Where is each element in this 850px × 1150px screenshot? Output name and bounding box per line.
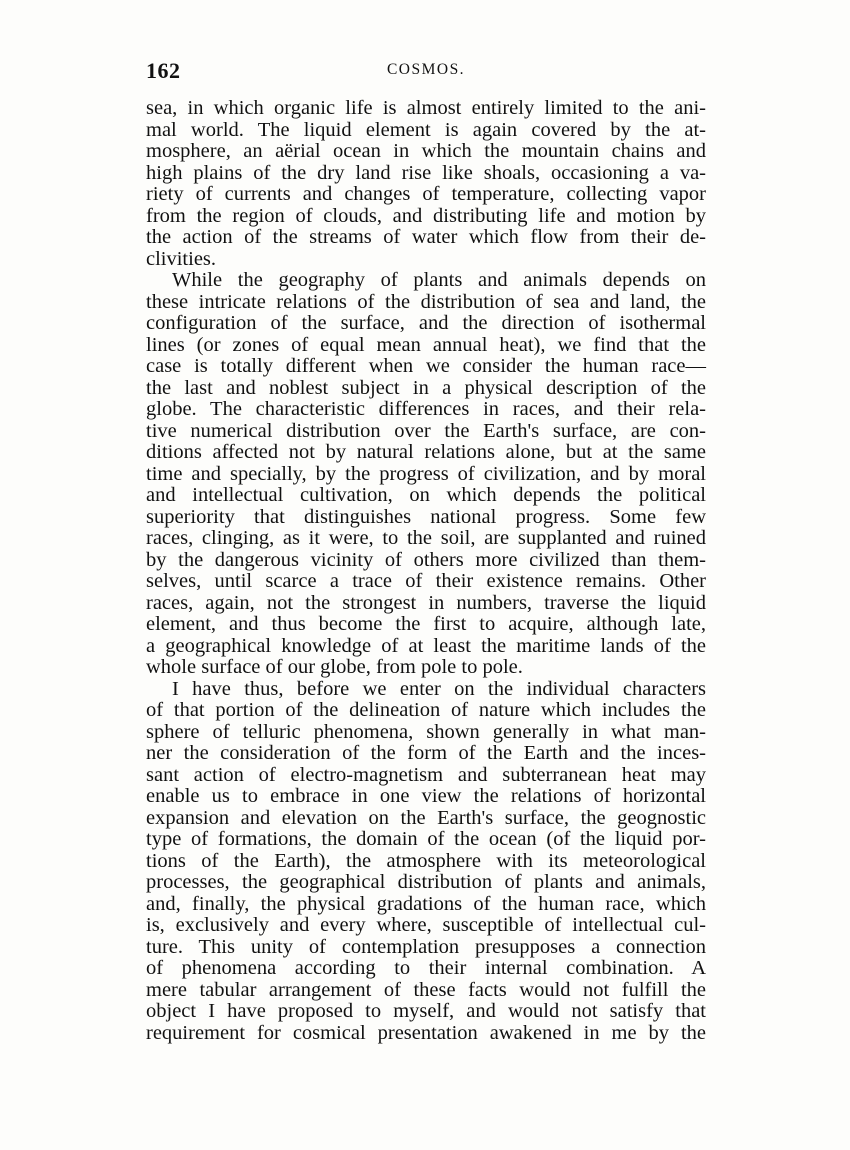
text-line: by the dangerous vicinity of others more civilized than them- xyxy=(146,548,706,571)
text-line: a geographical knowledge of at least the maritime lands of the xyxy=(146,634,706,657)
text-line: I have thus, before we enter on the individual characters xyxy=(172,677,706,700)
text-line: requirement for cosmical presentation awakened in me by the xyxy=(146,1021,706,1044)
text-line: of phenomena according to their internal combination. A xyxy=(146,957,706,979)
text-line: superiority that distinguishes national progress. Some few xyxy=(146,505,706,528)
text-line: element, and thus become the first to acquire, although late, xyxy=(146,613,706,635)
text-line: time and specially, by the progress of civilization, and by moral xyxy=(146,462,706,485)
text-line: case is totally different when we consider the human race— xyxy=(146,355,706,377)
paragraph xyxy=(146,270,706,679)
text-line: these intricate relations of the distribution of sea and land, the xyxy=(146,290,706,313)
text-line: configuration of the surface, and the direction of isothermal xyxy=(146,312,706,334)
paragraph xyxy=(146,98,706,270)
text-line: mere tabular arrangement of these facts would not fulfill the xyxy=(146,978,706,1001)
text-line: expansion and elevation on the Earth's surface, the geognostic xyxy=(146,806,706,829)
text-line: object I have proposed to myself, and would not satisfy that xyxy=(146,1000,706,1022)
text-line: the action of the streams of water which flow from their de- xyxy=(146,226,706,248)
text-line: globe. The characteristic differences in races, and their rela- xyxy=(146,398,706,420)
running-title: COSMOS. xyxy=(386,61,466,78)
text-line: sphere of telluric phenomena, shown generally in what man- xyxy=(146,720,706,743)
text-line: sea, in which organic life is almost entirely limited to the ani- xyxy=(146,97,706,119)
body-text xyxy=(146,98,706,1044)
text-line: and intellectual cultivation, on which depends the political xyxy=(146,484,706,506)
text-line: type of formations, the domain of the ocean (of the liquid por- xyxy=(146,828,706,850)
text-line: whole surface of our globe, from pole to pole. xyxy=(146,656,523,678)
text-line: sant action of electro-magnetism and subterranean heat may xyxy=(146,763,706,786)
text-line: the last and noblest subject in a physical description of the xyxy=(146,376,706,399)
text-line: races, again, not the strongest in numbers, traverse the liquid xyxy=(146,591,706,614)
text-line: mal world. The liquid element is again covered by the at- xyxy=(146,118,706,141)
text-line: selves, until scarce a trace of their existence remains. Other xyxy=(146,570,706,592)
text-line: ditions affected not by natural relations alone, but at the same xyxy=(146,441,706,463)
text-line: is, exclusively and every where, susceptible of intellectual cul- xyxy=(146,914,706,936)
paragraph xyxy=(146,679,706,1045)
text-line: processes, the geographical distribution of plants and animals, xyxy=(146,871,706,893)
text-line: races, clinging, as it were, to the soil, are supplanted and ruined xyxy=(146,527,706,549)
running-head xyxy=(146,58,706,92)
text-line: mosphere, an aërial ocean in which the mountain chains and xyxy=(146,140,706,162)
text-line: and, finally, the physical gradations of the human race, which xyxy=(146,892,706,915)
text-line: enable us to embrace in one view the relations of horizontal xyxy=(146,785,706,807)
page-number: 162 xyxy=(146,58,181,83)
text-line: While the geography of plants and animals depends on xyxy=(172,269,706,291)
text-line: tive numerical distribution over the Earth's surface, are con- xyxy=(146,419,706,442)
text-line: ture. This unity of contemplation presupposes a connection xyxy=(146,935,706,958)
text-line: high plains of the dry land rise like shoals, occasioning a va- xyxy=(146,161,706,184)
text-line: riety of currents and changes of temperature, collecting vapor xyxy=(146,183,706,205)
text-line: of that portion of the delineation of nature which includes the xyxy=(146,699,706,721)
text-line: from the region of clouds, and distributing life and motion by xyxy=(146,204,706,227)
text-line: ner the consideration of the form of the Earth and the inces- xyxy=(146,742,706,764)
text-line: lines (or zones of equal mean annual heat), we find that the xyxy=(146,333,706,356)
text-line: clivities. xyxy=(146,247,217,270)
text-line: tions of the Earth), the atmosphere with its meteorological xyxy=(146,849,706,872)
